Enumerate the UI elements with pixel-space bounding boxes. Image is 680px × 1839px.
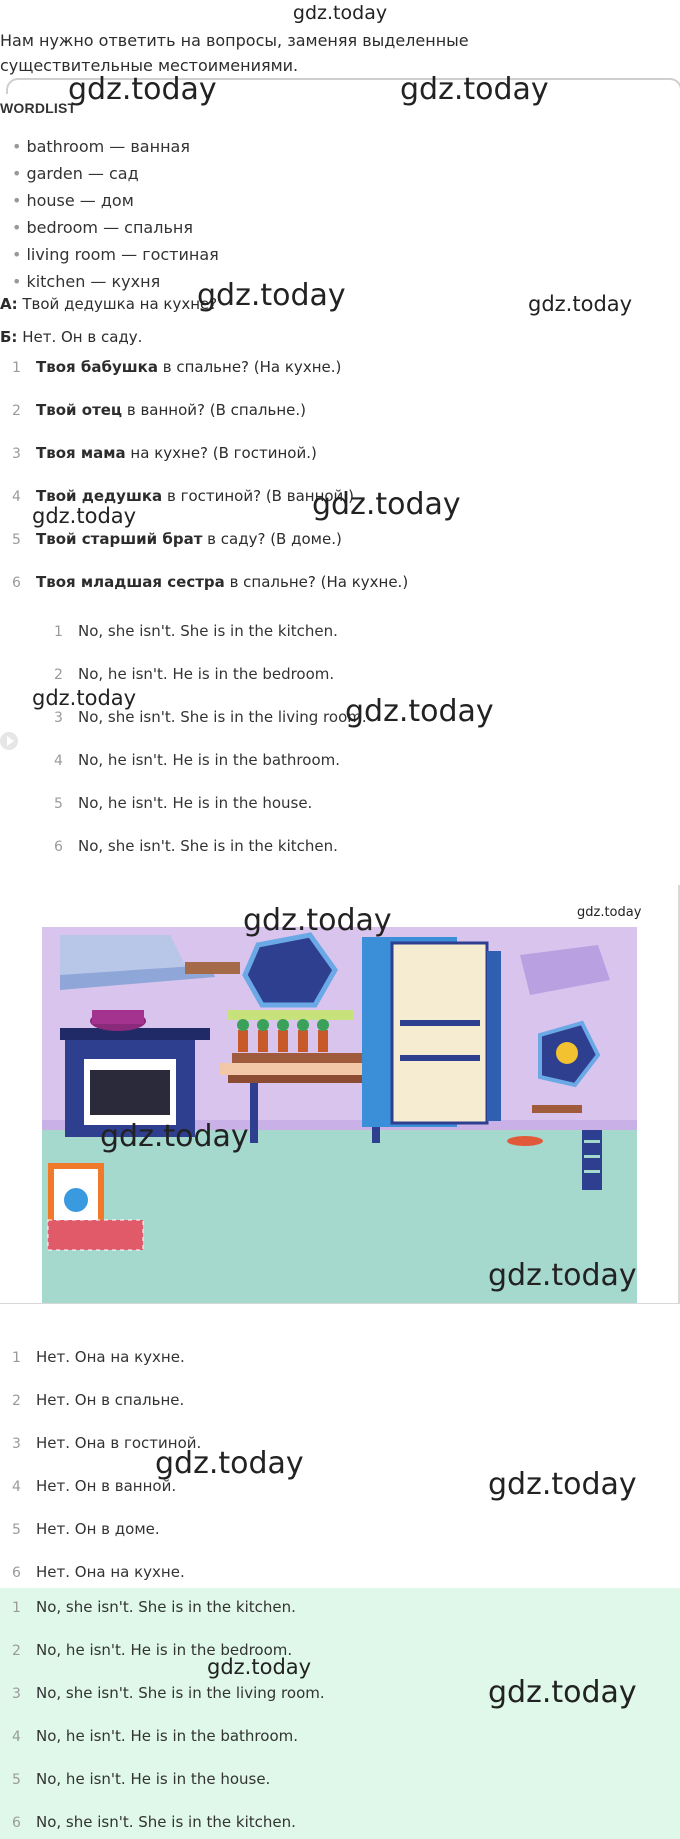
watermark: gdz.today	[400, 72, 549, 107]
watermark: gdz.today	[488, 1675, 637, 1710]
bullet-icon: •	[12, 245, 22, 264]
bullet-icon: •	[12, 164, 22, 183]
answer-item: 2 No, he isn't. He is in the bedroom.	[12, 1641, 293, 1659]
answer-item: 2 Нет. Он в спальне.	[12, 1391, 185, 1409]
watermark: gdz.today	[32, 686, 137, 710]
highlighted-answer-block	[0, 1588, 680, 1839]
bullet-icon: •	[12, 191, 22, 210]
bullet-icon: •	[12, 272, 22, 291]
watermark: gdz.today	[68, 72, 217, 107]
answer-item: 6 No, she isn't. She is in the kitchen.	[54, 837, 338, 855]
question-item: 3 Твоя мама на кухне? (В гостиной.)	[12, 444, 317, 462]
answer-item: 2 No, he isn't. He is in the bedroom.	[54, 665, 335, 683]
question-item: 5 Твой старший брат в саду? (В доме.)	[12, 530, 342, 548]
task-description: Нам нужно ответить на вопросы, заменяя выделенные существительные местоимениями.	[0, 31, 469, 75]
wordlist-item: • house — дом	[12, 191, 134, 210]
watermark: gdz.today	[312, 487, 461, 522]
play-icon[interactable]	[0, 732, 18, 750]
watermark: gdz.today	[528, 292, 633, 316]
question-item: 1 Твоя бабушка в спальне? (На кухне.)	[12, 358, 342, 376]
wordlist-item: • bedroom — спальня	[12, 218, 193, 237]
answer-item: 1 Нет. Она на кухне.	[12, 1348, 185, 1366]
bullet-icon: •	[12, 218, 22, 237]
watermark: gdz.today	[577, 905, 642, 920]
answer-item: 3 No, she isn't. She is in the living room.	[54, 708, 367, 726]
top-watermark: gdz.today	[292, 2, 388, 24]
answer-item: 4 Нет. Он в ванной.	[12, 1477, 177, 1495]
watermark: gdz.today	[100, 1119, 249, 1154]
dialogue-line-a: А: Твой дедушка на кухне?	[0, 295, 218, 313]
wordlist-heading: WORDLIST	[0, 100, 77, 116]
dialogue-line-b: Б: Нет. Он в саду.	[0, 328, 143, 346]
watermark: gdz.today	[488, 1258, 637, 1293]
answer-item: 6 No, she isn't. She is in the kitchen.	[12, 1813, 296, 1831]
answer-item: 1 No, she isn't. She is in the kitchen.	[12, 1598, 296, 1616]
watermark: gdz.today	[345, 694, 494, 729]
wordlist-item: • living room — гостиная	[12, 245, 219, 264]
wordlist-item: • bathroom — ванная	[12, 137, 190, 156]
watermark: gdz.today	[155, 1446, 304, 1481]
answer-item: 5 No, he isn't. He is in the house.	[12, 1770, 271, 1788]
wordlist-item: • garden — сад	[12, 164, 139, 183]
kitchen-illustration	[0, 885, 678, 1303]
watermark: gdz.today	[207, 1655, 312, 1679]
answer-item: 3 No, she isn't. She is in the living room.	[12, 1684, 325, 1702]
answer-item: 5 No, he isn't. He is in the house.	[54, 794, 313, 812]
answer-item: 1 No, she isn't. She is in the kitchen.	[54, 622, 338, 640]
watermark: gdz.today	[488, 1467, 637, 1502]
answer-item: 4 No, he isn't. He is in the bathroom.	[12, 1727, 298, 1745]
question-item: 2 Твой отец в ванной? (В спальне.)	[12, 401, 306, 419]
watermark: gdz.today	[32, 504, 137, 528]
answer-item: 4 No, he isn't. He is in the bathroom.	[54, 751, 340, 769]
answer-item: 3 Нет. Она в гостиной.	[12, 1434, 202, 1452]
wordlist-item: • kitchen — кухня	[12, 272, 161, 291]
bullet-icon: •	[12, 137, 22, 156]
watermark: gdz.today	[197, 278, 346, 313]
illustration-frame	[0, 885, 680, 1304]
watermark: gdz.today	[243, 903, 392, 938]
answer-item: 5 Нет. Он в доме.	[12, 1520, 160, 1538]
answer-item: 6 Нет. Она на кухне.	[12, 1563, 185, 1581]
question-item: 4 Твой дедушка в гостиной? (В ванной.)	[12, 487, 354, 505]
question-item: 6 Твоя младшая сестра в спальне? (На кухне.)	[12, 573, 409, 591]
